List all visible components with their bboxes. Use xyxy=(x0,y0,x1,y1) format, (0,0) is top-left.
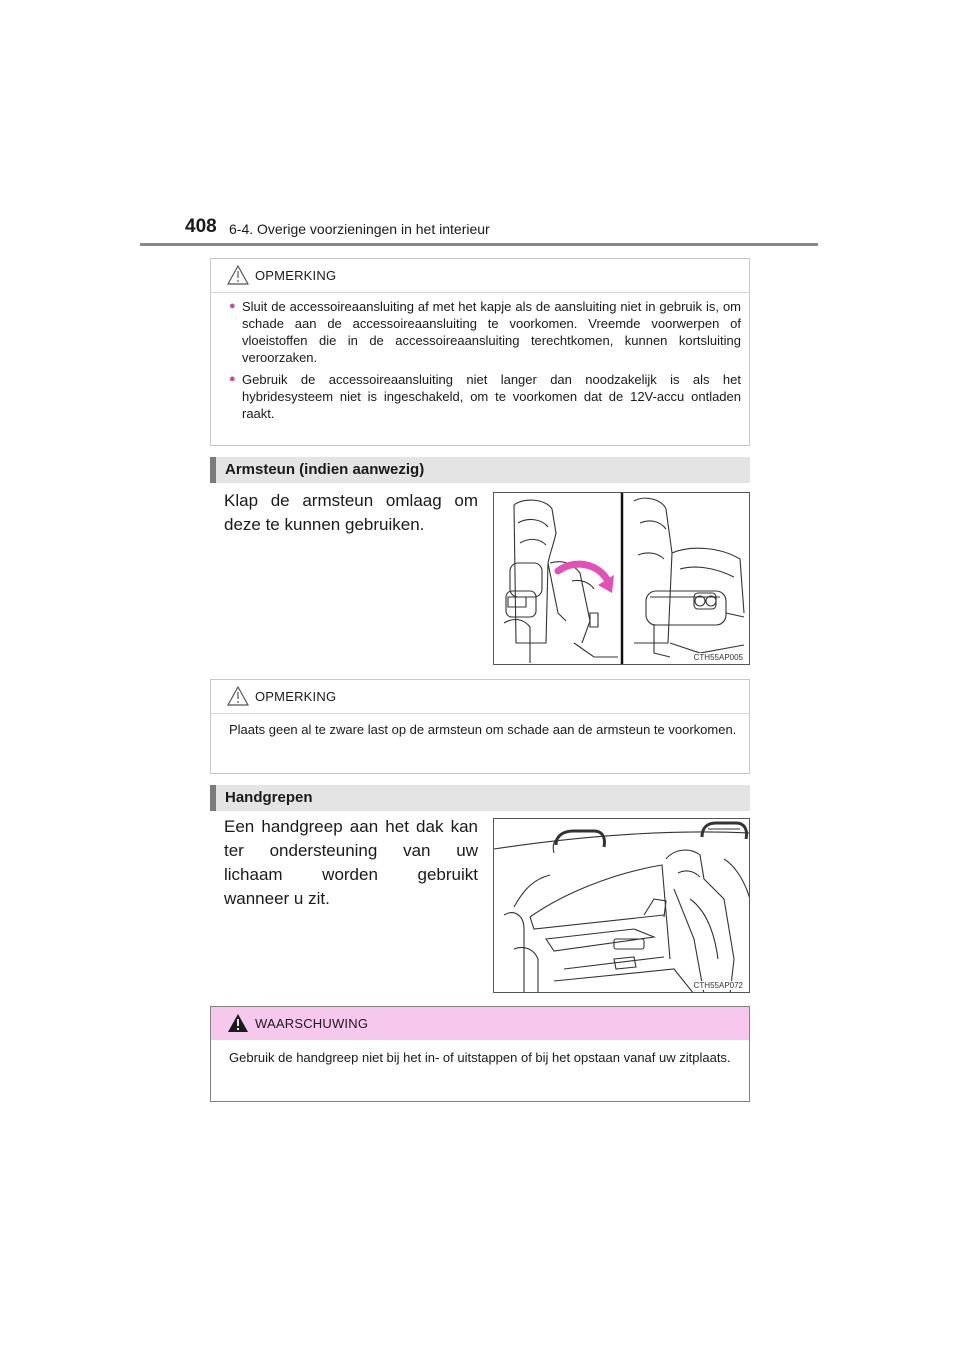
warning-box xyxy=(210,1006,750,1102)
bullet-icon: ● xyxy=(229,300,236,312)
warning-triangle-icon xyxy=(227,1013,249,1033)
chapter-title: 6-4. Overige voorzieningen in het interieur xyxy=(229,221,490,237)
section-title: Handgrepen xyxy=(225,789,313,806)
notice-box xyxy=(210,258,750,446)
notice-header xyxy=(227,686,336,706)
list-item-text: Sluit de accessoireaansluiting af met het kapje als de aansluiting niet in gebruik is, om schade aan de accessoireaansluiting te voorkomen. Vreemde voorwerpen of vloeistoffen die in de accessoireaansluiting terechtkomen, kunnen kortsluiting veroorzaken. xyxy=(242,299,741,365)
armrest-drawing xyxy=(494,493,750,665)
notice-title: OPMERKING xyxy=(255,267,337,283)
notice-box xyxy=(210,679,750,774)
caution-outline-icon xyxy=(227,265,249,285)
heading-accent-bar xyxy=(210,785,216,811)
header-divider xyxy=(140,243,818,246)
heading-accent-bar xyxy=(210,457,216,483)
notice-divider xyxy=(211,292,749,293)
handles-description: Een handgreep aan het dak kan ter ondersteuning van uw lichaam worden gebruikt wanneer u zit. xyxy=(224,817,478,908)
notice-body: Plaats geen al te zware last op de armsteun om schade aan de armsteun te voorkomen. xyxy=(229,722,737,737)
notice-title: OPMERKING xyxy=(255,688,337,704)
warning-text: Gebruik de handgreep niet bij het in- of uitstappen of bij het opstaan vanaf uw zitplaats. xyxy=(229,1050,731,1065)
armrest-description: Klap de armsteun omlaag om deze te kunnen gebruiken. xyxy=(224,491,478,534)
caution-outline-icon xyxy=(227,686,249,706)
bullet-icon: ● xyxy=(229,373,236,385)
section-title: Armsteun (indien aanwezig) xyxy=(225,461,425,478)
armrest-illustration xyxy=(493,492,750,665)
warning-header xyxy=(227,1013,368,1033)
handles-drawing xyxy=(494,819,750,993)
warning-title: WAARSCHUWING xyxy=(255,1015,369,1031)
section-heading-handles xyxy=(210,785,750,811)
list-item xyxy=(229,371,741,422)
section-heading-armrest xyxy=(210,457,750,483)
page-number: 408 xyxy=(185,216,217,237)
list-item xyxy=(229,298,741,366)
figure-code: CTH55AP005 xyxy=(693,653,743,662)
figure-code: CTH55AP072 xyxy=(693,981,743,990)
notice-header xyxy=(227,265,336,285)
notice-divider xyxy=(211,713,749,714)
notice-body xyxy=(229,298,741,427)
list-item-text: Gebruik de accessoireaansluiting niet langer dan noodzakelijk is als het hybridesysteem niet is ingeschakeld, om te voorkomen dat de 12V-accu ontladen raakt. xyxy=(242,372,741,421)
handles-illustration xyxy=(493,818,750,993)
